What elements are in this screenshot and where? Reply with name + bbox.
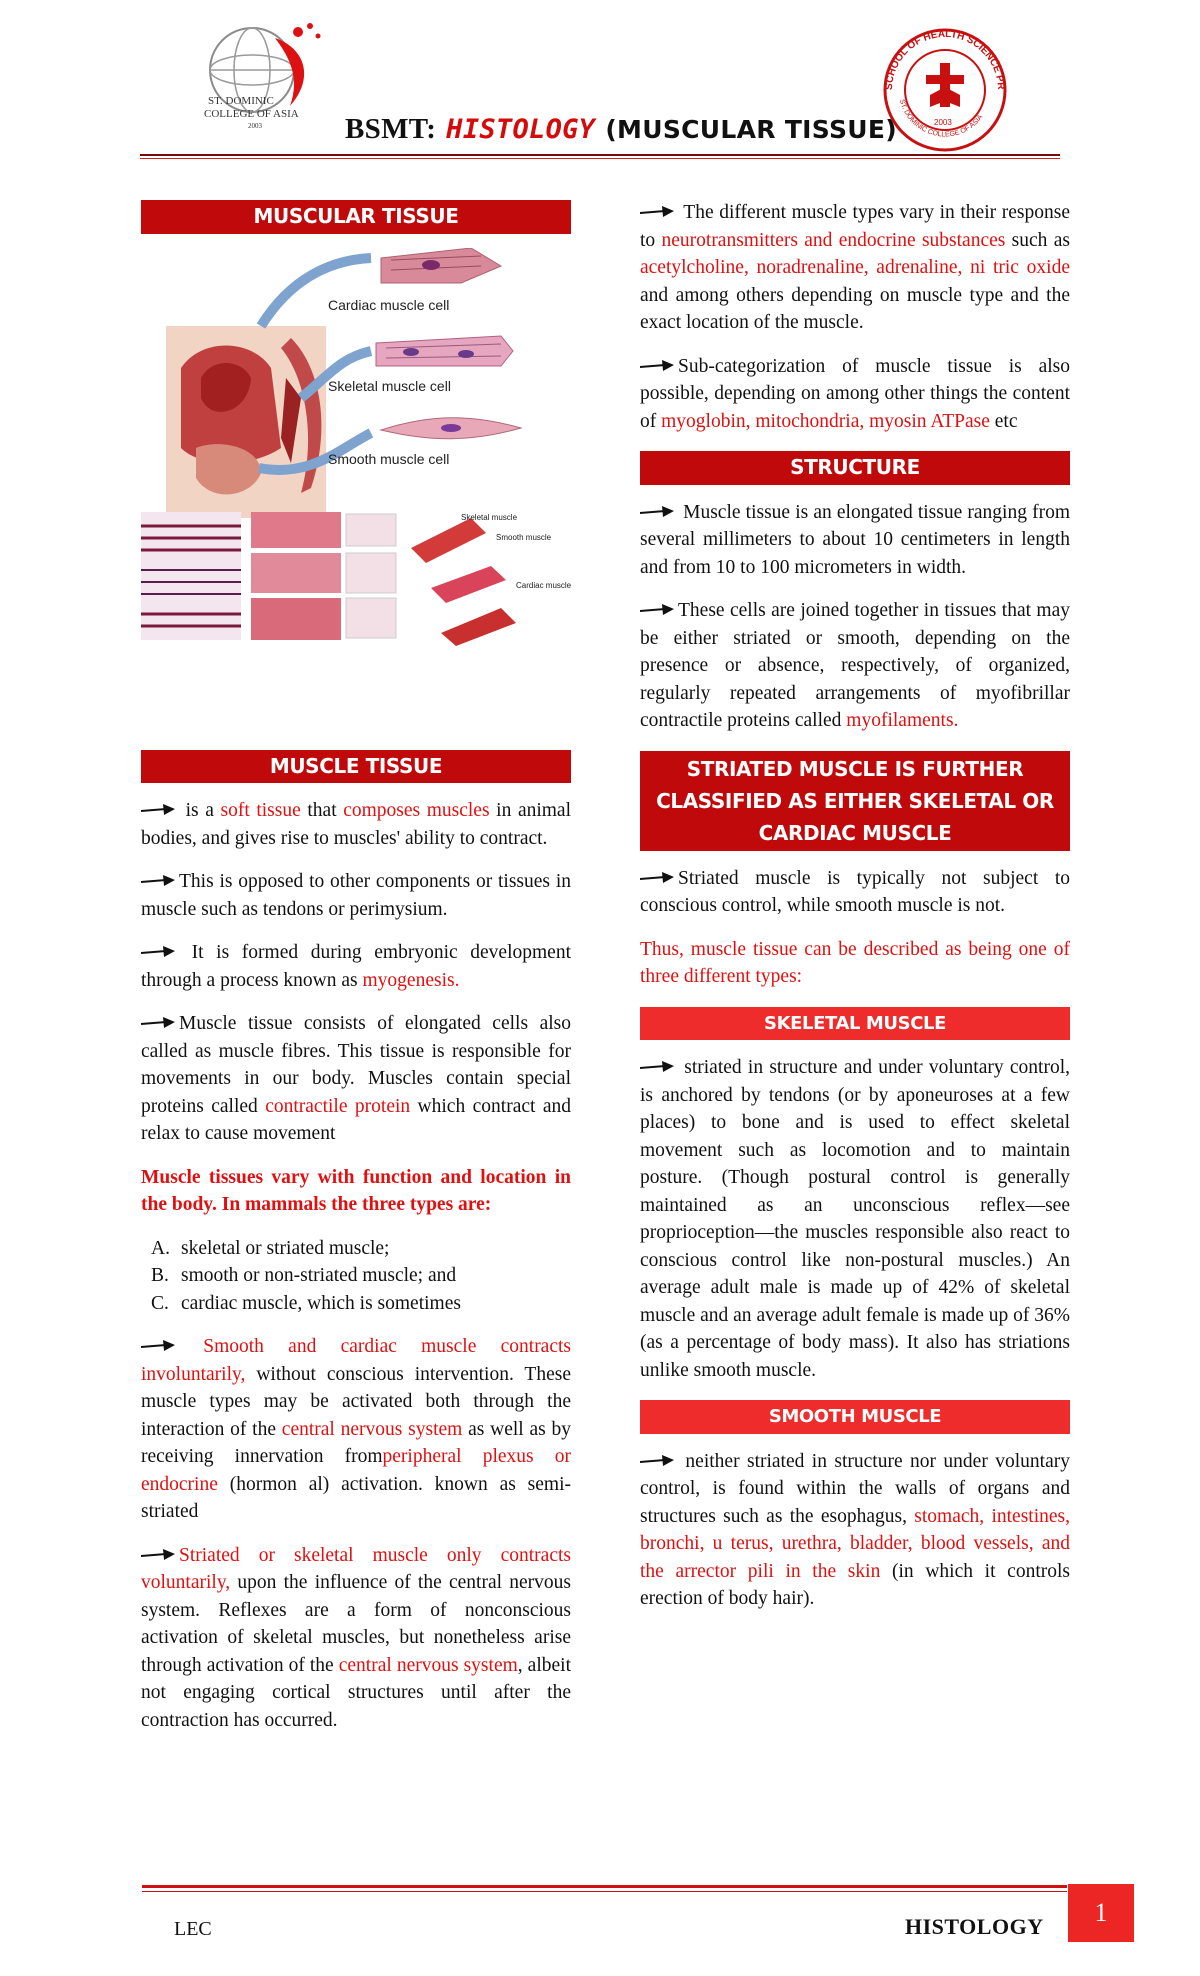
list-item: A. skeletal or striated muscle; [151,1237,390,1259]
arrow-icon [141,1339,175,1353]
arrow-icon [640,1060,674,1074]
footer-subject: HISTOLOGY [905,1914,1044,1939]
svg-text:Smooth muscle: Smooth muscle [496,532,552,542]
footer-divider-thin [142,1891,1067,1892]
footer-lec: LEC [174,1918,212,1940]
arrow-icon [141,874,175,888]
heading-skeletal: SKELETAL MUSCLE [640,1007,1070,1041]
muscle-types-list [141,1235,571,1318]
label-skeletal: Skeletal muscle cell [328,377,451,394]
svg-text:Skeletal muscle: Skeletal muscle [461,512,518,522]
para-fibres: Muscle tissue consists of elongated cells also called as muscle fibres. This tissue is responsible for movements in our body. Muscles contain special proteins called contractile protein which contract and relax to cause movement [141,1013,571,1144]
label-cardiac: Cardiac muscle cell [328,296,450,313]
arrow-icon [141,803,175,817]
slide-thumbnails [346,514,396,638]
heading-muscle-tissue: MUSCLE TISSUE [141,750,571,784]
para-smooth: neither striated in structure nor under voluntary control, is found within the walls of organs and structures such as the esophagus, stomach, intestines, bronchi, u terus, urethra, bladder, blood vessels, and the arrector pili in the skin (in which it controls erection of body hair). [640,1450,1071,1609]
heading-smooth: SMOOTH MUSCLE [640,1400,1070,1434]
para-involuntary: Smooth and cardiac muscle contracts involuntarily, without conscious intervention. These muscle types may be activated both through the interaction of the central nervous system as well as by receiving innervation fromperipheral plexus or endocrine (hormon al) activation. known as semi-striated [141,1336,571,1522]
heading-muscular-tissue: MUSCULAR TISSUE [141,200,571,234]
para-voluntary: Striated or skeletal muscle only contracts voluntarily, upon the influence of the central nervous system. Reflexes are a form of nonconscious activation of skeletal muscles, but nonetheless arise through activation of the central nervous system, albeit not engaging cortical structures until after the contraction has occurred. [141,1544,571,1731]
svg-text:ST. DOMINIC: ST. DOMINIC [208,95,274,107]
page-number: 1 [1068,1884,1134,1942]
heading-striated: STRIATED MUSCLE IS FURTHER CLASSIFIED AS EITHER SKELETAL OR CARDIAC MUSCLE [640,751,1070,851]
college-logo [190,18,340,133]
list-item: C. cardiac muscle, which is sometimes [151,1292,461,1314]
arrow-icon [141,1016,175,1030]
para-types-intro: Muscle tissues vary with function and location in the body. In mammals the three types are: [141,1166,571,1215]
arrow-icon [640,603,674,617]
arrow-icon [640,1454,674,1468]
svg-text:2003: 2003 [934,118,952,127]
title-subject: HISTOLOGY [446,114,596,145]
footer-divider [142,1885,1067,1888]
para-elongated: Muscle tissue is an elongated tissue ranging from several millimeters to about 10 centimeters in length and from 10 to 100 micrometers in width. [640,501,1070,578]
arrow-icon [640,205,674,219]
arrow-icon [640,871,674,885]
svg-text:ST. DOMINIC COLLEGE OF ASIA: ST. DOMINIC COLLEGE OF ASIA [898,98,985,139]
title-topic: (MUSCULAR TISSUE) [605,115,897,144]
para-skeletal: striated in structure and under voluntary control, is anchored by tendons (or by aponeuroses at a few places) to bone and is used to effect skeletal movement such as locomotion and to maintain posture. (Though postural control is generally maintained as an unconscious reflex—see proprioception—the muscles responsible also react to conscious control like non-postural muscles.) An average adult male is made up of 42% of skeletal muscle and an average adult female is made up of 36% (as a percentage of body mass). It also has striations unlike smooth muscle. [640,1057,1070,1381]
para-myofilaments: These cells are joined together in tissues that may be either striated or smooth, depending on the presence or absence, respectively, of organized, regularly repeated arrangements of myofibrillar contractile proteins called myofilaments. [640,600,1070,731]
muscle-types-figure [141,248,571,734]
svg-text:COLLEGE OF ASIA: COLLEGE OF ASIA [204,108,299,120]
para-definition: is a soft tissue that composes muscles in animal bodies, and gives rise to muscles' ability to contract. [141,800,572,849]
arrow-icon [141,945,175,959]
micrograph-panel [251,512,341,640]
list-item: B. smooth or non-striated muscle; and [151,1265,457,1286]
para-conscious-control: Striated muscle is typically not subject to conscious control, while smooth muscle is not. [640,867,1070,916]
histology-diagram-panel [141,512,241,640]
para-myogenesis: It is formed during embryonic development through a process known as myogenesis. [141,942,571,991]
skeletal-cell-drawing [376,336,513,366]
right-column [640,199,1070,1629]
header-divider [140,154,1060,156]
page-title [345,112,897,146]
smooth-cell-drawing [381,417,521,438]
svg-text:Cardiac muscle: Cardiac muscle [516,580,571,590]
title-prefix: BSMT: [345,113,437,145]
cardiac-cell-drawing [381,248,501,283]
para-three-types: Thus, muscle tissue can be described as being one of three different types: [640,938,1070,987]
arrow-icon [640,505,674,519]
header-divider-thin [140,158,1060,159]
para-neurotransmitters: The different muscle types vary in their response to neurotransmitters and endocrine substances such as acetylcholine, noradrenaline, adrenaline, ni tric oxide and among others depending on muscle type and the exact location of the muscle. [640,202,1070,333]
left-column [141,200,571,1750]
svg-text:2003: 2003 [248,122,262,130]
arrow-icon [141,1548,175,1562]
muscle-fiber-3d-drawing [411,513,571,646]
para-subcategorization: Sub-categorization of muscle tissue is also possible, depending on among other things the content of myoglobin, mitochondria, myosin ATPase etc [640,355,1070,432]
arrow-icon [640,359,674,373]
heading-structure: STRUCTURE [640,451,1070,485]
label-smooth: Smooth muscle cell [328,450,450,467]
svg-text:SCHOOL OF HEALTH SCIENCE PROFE: SCHOOL OF HEALTH SCIENCE PR [883,28,1007,91]
para-opposed: This is opposed to other components or tissues in muscle such as tendons or perimysium. [141,871,571,920]
